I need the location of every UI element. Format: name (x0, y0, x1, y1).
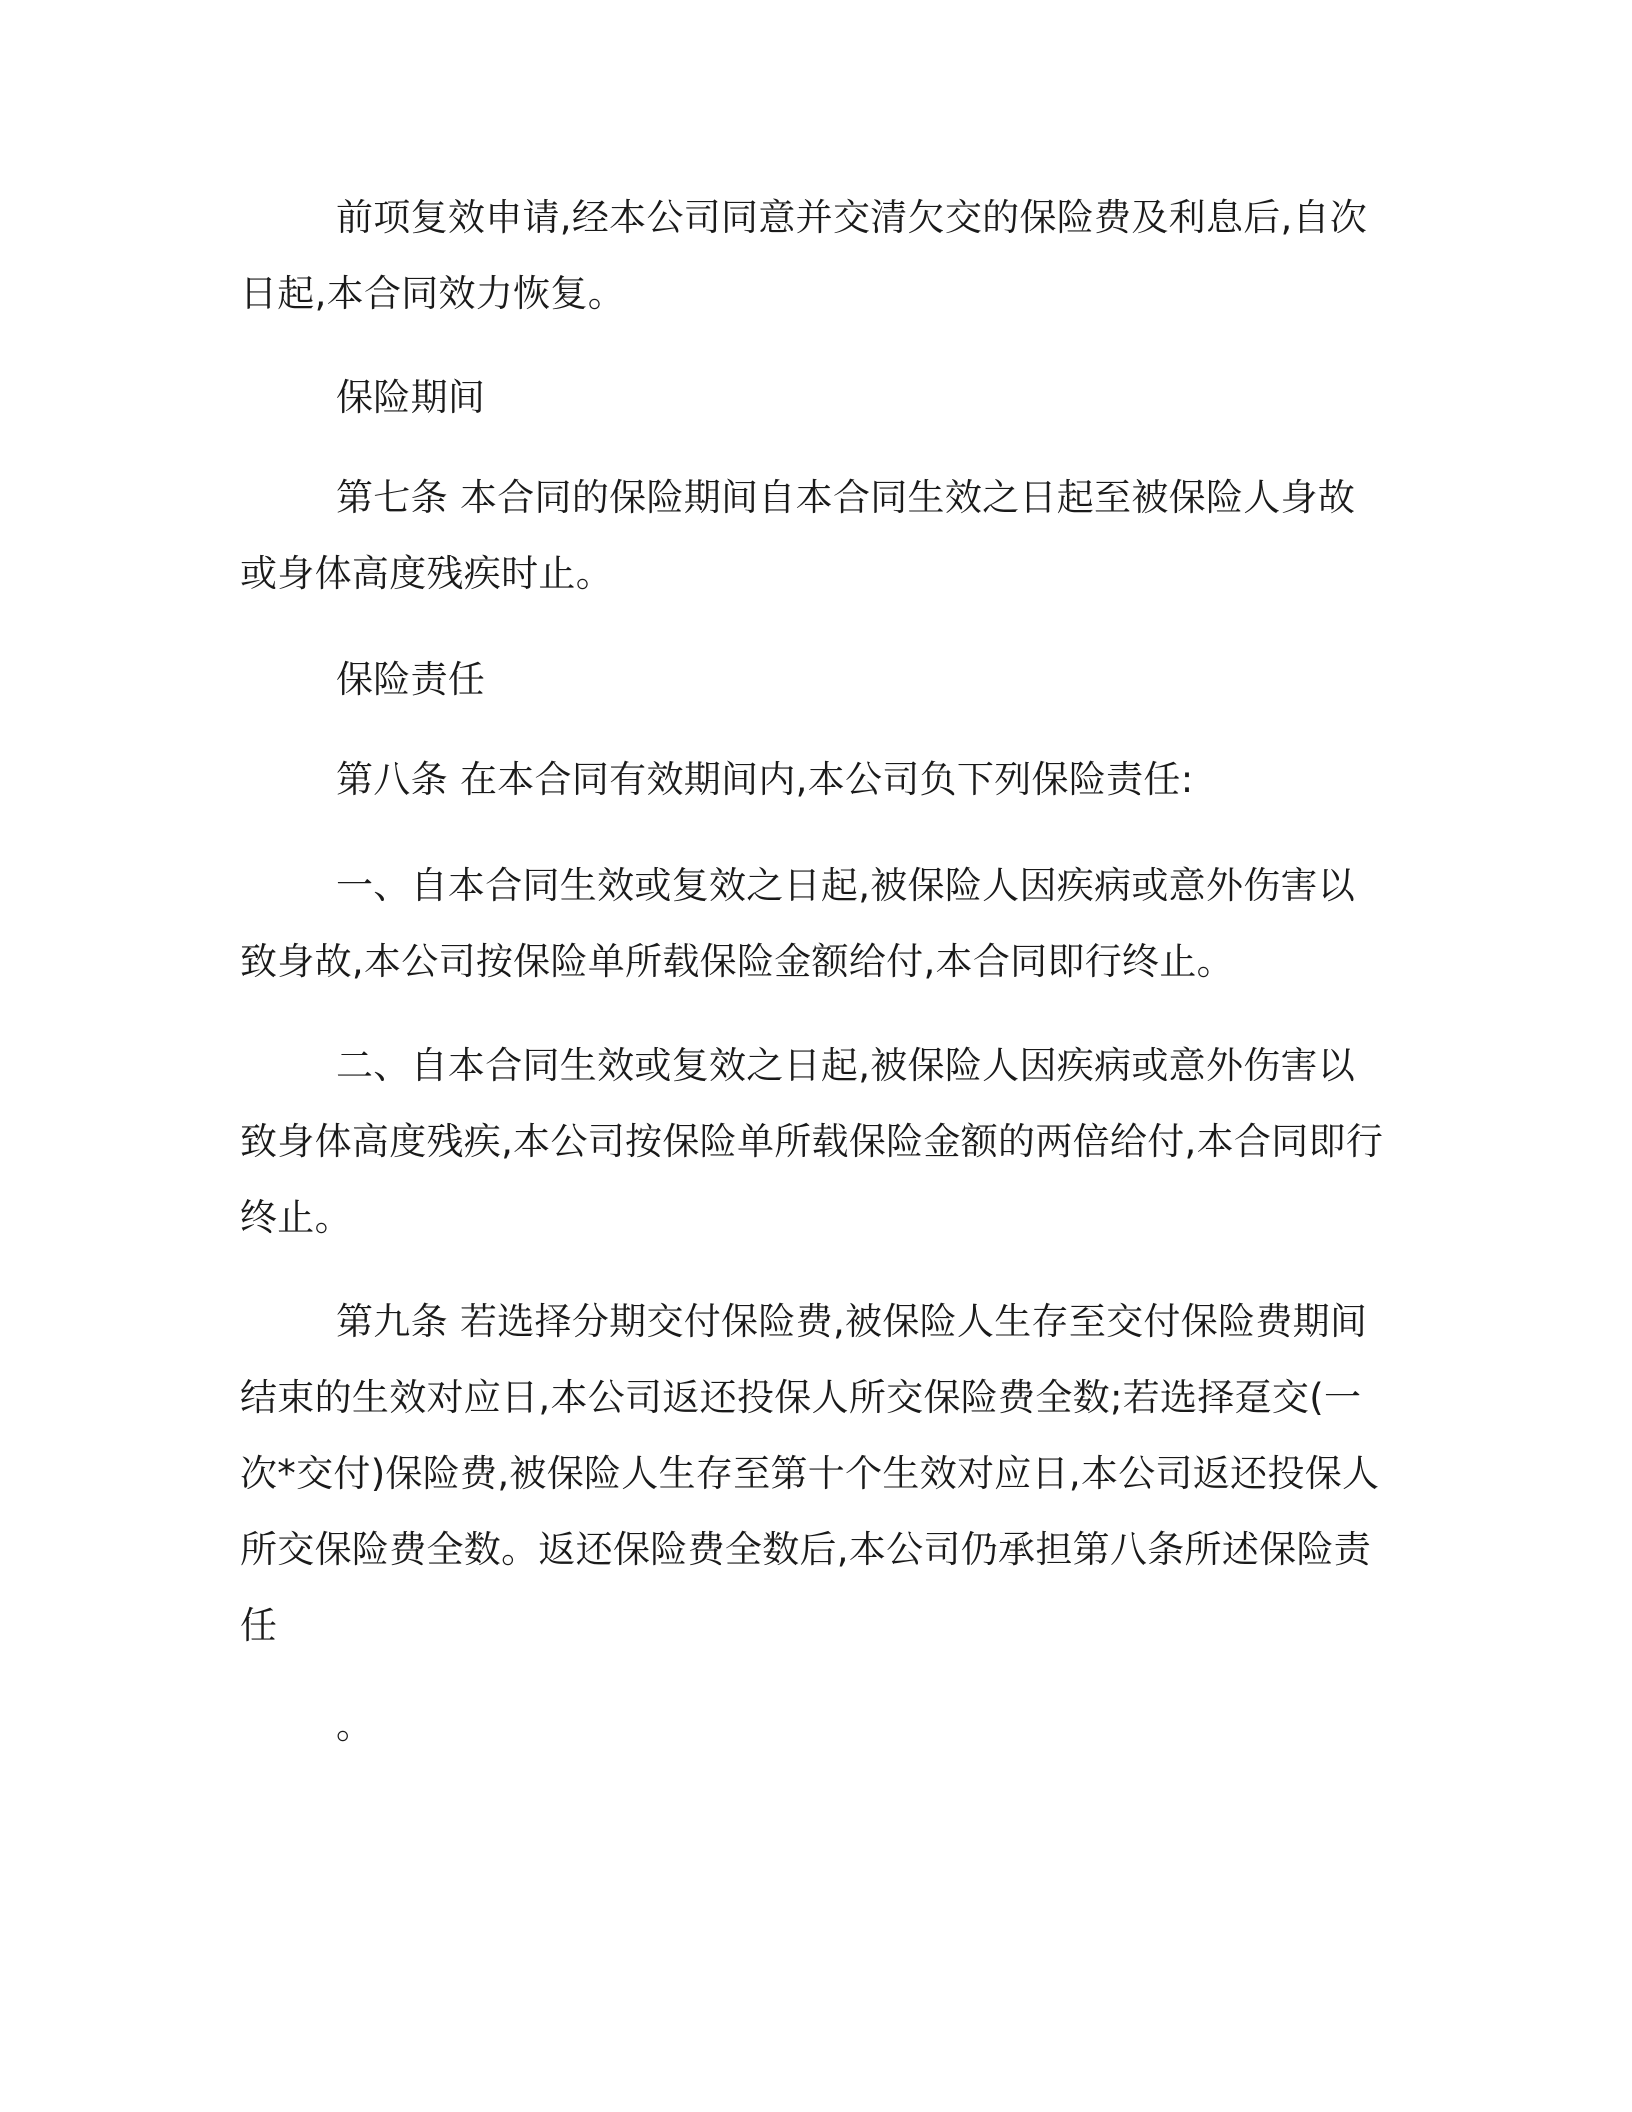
trailing-period-mark: 。 (336, 1704, 373, 1747)
paragraph-article-7: 第七条 本合同的保险期间自本合同生效之日起至被保险人身故或身体高度残疾时止。 (240, 476, 1356, 595)
paragraph-item-2: 二、自本合同生效或复效之日起,被保险人因疾病或意外伤害以致身体高度残疾,本公司按保险单所载保险金额的两倍给付,本合同即行终止。 (240, 1044, 1384, 1239)
section-heading-insurance-period: 保险期间 (336, 376, 486, 419)
section-heading-insurance-liability: 保险责任 (336, 658, 486, 701)
paragraph-reinstatement: 前项复效申请,经本公司同意并交清欠交的保险费及利息后,自次日起,本合同效力恢复。 (240, 196, 1368, 315)
paragraph-article-9: 第九条 若选择分期交付保险费,被保险人生存至交付保险费期间结束的生效对应日,本公司返还投保人所交保险费全数;若选择趸交(一次*交付)保险费,被保险人生存至第十个生效对应日,本公司返还投保人所交保险费全数。返还保险费全数后,本公司仍承担第八条所述保险责任 (240, 1300, 1380, 1647)
paragraph-article-8: 第八条 在本合同有效期间内,本公司负下列保险责任: (336, 758, 1194, 801)
paragraph-item-1: 一、自本合同生效或复效之日起,被保险人因疾病或意外伤害以致身故,本公司按保险单所载保险金额给付,本合同即行终止。 (240, 864, 1356, 983)
